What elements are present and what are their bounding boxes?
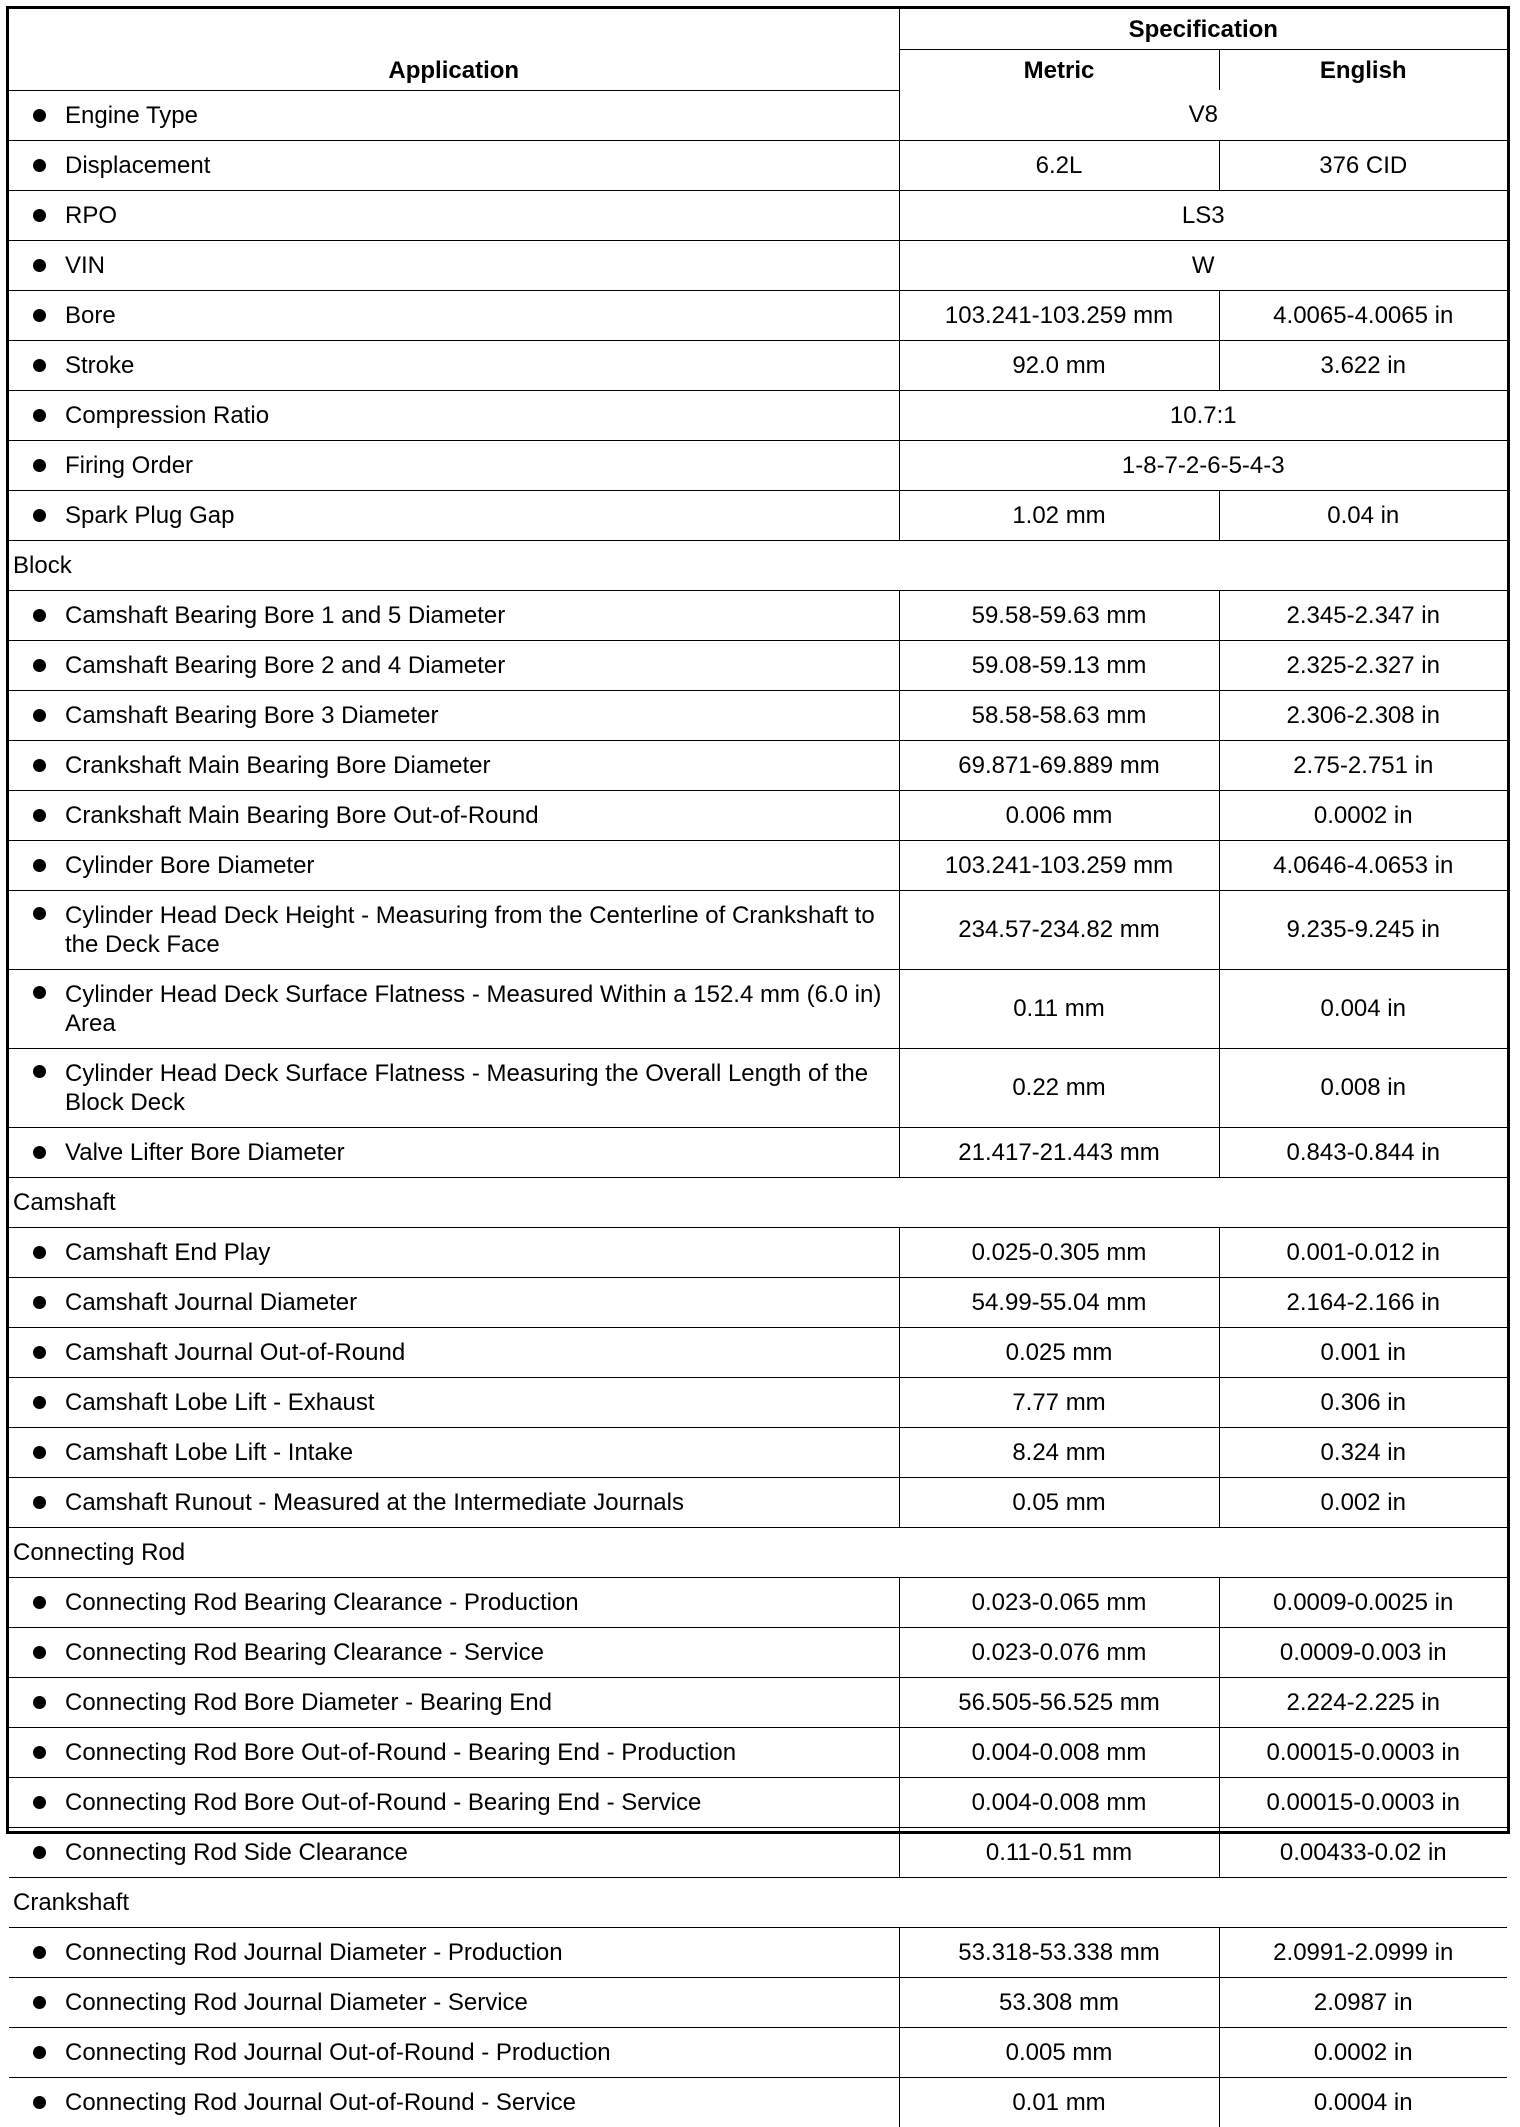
table-header [9,9,1507,90]
row-application: Compression Ratio [9,390,899,440]
row-english: 0.001 in [1219,1327,1507,1377]
row-application: Camshaft Bearing Bore 2 and 4 Diameter [9,640,899,690]
table-row [9,1048,1507,1127]
table-row [9,290,1507,340]
row-application: Camshaft Runout - Measured at the Intermediate Journals [9,1477,899,1527]
table-row [9,1827,1507,1877]
row-english: 2.164-2.166 in [1219,1277,1507,1327]
table-row [9,590,1507,640]
row-english: 376 CID [1219,140,1507,190]
row-english: 2.75-2.751 in [1219,740,1507,790]
row-metric: 0.05 mm [899,1477,1219,1527]
section-row-block [9,540,1507,590]
row-english: 0.002 in [1219,1477,1507,1527]
row-application: Firing Order [9,440,899,490]
table-row [9,1927,1507,1977]
row-english: 3.622 in [1219,340,1507,390]
row-metric: 0.025 mm [899,1327,1219,1377]
row-application: Cylinder Head Deck Surface Flatness - Measuring the Overall Length of the Block Deck [9,1048,899,1127]
table-row [9,740,1507,790]
table-row [9,1727,1507,1777]
table-row [9,240,1507,290]
row-application: Connecting Rod Bore Diameter - Bearing End [9,1677,899,1727]
row-application: Crankshaft Main Bearing Bore Diameter [9,740,899,790]
row-metric: 8.24 mm [899,1427,1219,1477]
row-application: VIN [9,240,899,290]
row-metric: 0.025-0.305 mm [899,1227,1219,1277]
row-spec-value: V8 [899,90,1507,140]
row-english: 0.0004 in [1219,2077,1507,2127]
row-application: Connecting Rod Bore Out-of-Round - Bearing End - Service [9,1777,899,1827]
row-spec-value: 10.7:1 [899,390,1507,440]
row-metric: 0.005 mm [899,2027,1219,2077]
row-metric: 0.004-0.008 mm [899,1727,1219,1777]
row-application: Displacement [9,140,899,190]
row-application: Cylinder Head Deck Height - Measuring from the Centerline of Crankshaft to the Deck Face [9,890,899,969]
row-english: 0.001-0.012 in [1219,1227,1507,1277]
row-application: Camshaft End Play [9,1227,899,1277]
row-application: Valve Lifter Bore Diameter [9,1127,899,1177]
section-title: Crankshaft [9,1877,1507,1927]
row-metric: 0.11 mm [899,969,1219,1048]
row-english: 0.0002 in [1219,2027,1507,2077]
table-row [9,840,1507,890]
row-application: Camshaft Journal Diameter [9,1277,899,1327]
row-metric: 59.58-59.63 mm [899,590,1219,640]
row-application: Connecting Rod Journal Out-of-Round - Service [9,2077,899,2127]
table-row [9,1477,1507,1527]
row-application: Camshaft Lobe Lift - Exhaust [9,1377,899,1427]
row-application: Engine Type [9,90,899,140]
table-row [9,1127,1507,1177]
section-row-camshaft [9,1177,1507,1227]
row-english: 2.325-2.327 in [1219,640,1507,690]
row-english: 0.00433-0.02 in [1219,1827,1507,1877]
section-row-crankshaft [9,1877,1507,1927]
table-row [9,640,1507,690]
table-row [9,890,1507,969]
row-english: 4.0646-4.0653 in [1219,840,1507,890]
table-row [9,969,1507,1048]
row-english: 2.306-2.308 in [1219,690,1507,740]
row-metric: 0.01 mm [899,2077,1219,2127]
table-row [9,1327,1507,1377]
table-row [9,1627,1507,1677]
table-row [9,490,1507,540]
row-metric: 103.241-103.259 mm [899,840,1219,890]
row-metric: 92.0 mm [899,340,1219,390]
row-application: Spark Plug Gap [9,490,899,540]
row-metric: 0.023-0.065 mm [899,1577,1219,1627]
row-application: Stroke [9,340,899,390]
row-english: 4.0065-4.0065 in [1219,290,1507,340]
row-application: RPO [9,190,899,240]
table-row [9,1227,1507,1277]
section-title: Connecting Rod [9,1527,1507,1577]
table-row [9,2077,1507,2127]
row-spec-value: LS3 [899,190,1507,240]
row-metric: 21.417-21.443 mm [899,1127,1219,1177]
row-english: 0.306 in [1219,1377,1507,1427]
table-row [9,140,1507,190]
row-metric: 7.77 mm [899,1377,1219,1427]
english-header: English [1219,50,1507,91]
table-row [9,1427,1507,1477]
row-metric: 53.318-53.338 mm [899,1927,1219,1977]
row-english: 9.235-9.245 in [1219,890,1507,969]
row-english: 2.345-2.347 in [1219,590,1507,640]
row-metric: 0.11-0.51 mm [899,1827,1219,1877]
row-spec-value: 1-8-7-2-6-5-4-3 [899,440,1507,490]
row-english: 2.0987 in [1219,1977,1507,2027]
application-header: Application [9,9,899,90]
row-application: Camshaft Lobe Lift - Intake [9,1427,899,1477]
spec-sheet [6,6,1510,2116]
table-row [9,1577,1507,1627]
row-metric: 69.871-69.889 mm [899,740,1219,790]
row-application: Connecting Rod Bearing Clearance - Production [9,1577,899,1627]
table-row [9,1677,1507,1727]
table-row [9,1277,1507,1327]
row-application: Cylinder Head Deck Surface Flatness - Measured Within a 152.4 mm (6.0 in) Area [9,969,899,1048]
row-application: Connecting Rod Journal Out-of-Round - Production [9,2027,899,2077]
table-row [9,1377,1507,1427]
table-row [9,1777,1507,1827]
row-metric: 53.308 mm [899,1977,1219,2027]
section-row-connecting-rod [9,1527,1507,1577]
row-application: Camshaft Journal Out-of-Round [9,1327,899,1377]
row-english: 0.004 in [1219,969,1507,1048]
row-application: Camshaft Bearing Bore 1 and 5 Diameter [9,590,899,640]
row-english: 0.0009-0.0025 in [1219,1577,1507,1627]
row-metric: 103.241-103.259 mm [899,290,1219,340]
table-row [9,1977,1507,2027]
row-metric: 0.004-0.008 mm [899,1777,1219,1827]
engine-spec-table [9,9,1507,2127]
row-application: Connecting Rod Bearing Clearance - Service [9,1627,899,1677]
table-row [9,390,1507,440]
table-row [9,2027,1507,2077]
table-body [9,90,1507,2127]
row-english: 0.0002 in [1219,790,1507,840]
row-english: 0.0009-0.003 in [1219,1627,1507,1677]
section-title: Camshaft [9,1177,1507,1227]
row-metric: 58.58-58.63 mm [899,690,1219,740]
row-application: Bore [9,290,899,340]
table-row [9,190,1507,240]
row-english: 0.00015-0.0003 in [1219,1777,1507,1827]
row-metric: 54.99-55.04 mm [899,1277,1219,1327]
specification-header: Specification [899,9,1507,50]
row-application: Connecting Rod Bore Out-of-Round - Bearing End - Production [9,1727,899,1777]
row-english: 0.04 in [1219,490,1507,540]
row-english: 2.224-2.225 in [1219,1677,1507,1727]
row-english: 0.324 in [1219,1427,1507,1477]
row-metric: 6.2L [899,140,1219,190]
section-title: Block [9,540,1507,590]
row-english: 0.008 in [1219,1048,1507,1127]
row-metric: 234.57-234.82 mm [899,890,1219,969]
table-row [9,440,1507,490]
table-row [9,790,1507,840]
row-application: Camshaft Bearing Bore 3 Diameter [9,690,899,740]
row-application: Connecting Rod Side Clearance [9,1827,899,1877]
row-metric: 0.006 mm [899,790,1219,840]
row-metric: 1.02 mm [899,490,1219,540]
table-row [9,340,1507,390]
row-application: Crankshaft Main Bearing Bore Out-of-Round [9,790,899,840]
row-english: 0.00015-0.0003 in [1219,1727,1507,1777]
row-metric: 0.22 mm [899,1048,1219,1127]
row-application: Cylinder Bore Diameter [9,840,899,890]
row-english: 0.843-0.844 in [1219,1127,1507,1177]
table-row [9,690,1507,740]
row-english: 2.0991-2.0999 in [1219,1927,1507,1977]
row-spec-value: W [899,240,1507,290]
table-row [9,90,1507,140]
metric-header: Metric [899,50,1219,91]
row-metric: 0.023-0.076 mm [899,1627,1219,1677]
row-metric: 59.08-59.13 mm [899,640,1219,690]
row-application: Connecting Rod Journal Diameter - Service [9,1977,899,2027]
row-application: Connecting Rod Journal Diameter - Production [9,1927,899,1977]
row-metric: 56.505-56.525 mm [899,1677,1219,1727]
